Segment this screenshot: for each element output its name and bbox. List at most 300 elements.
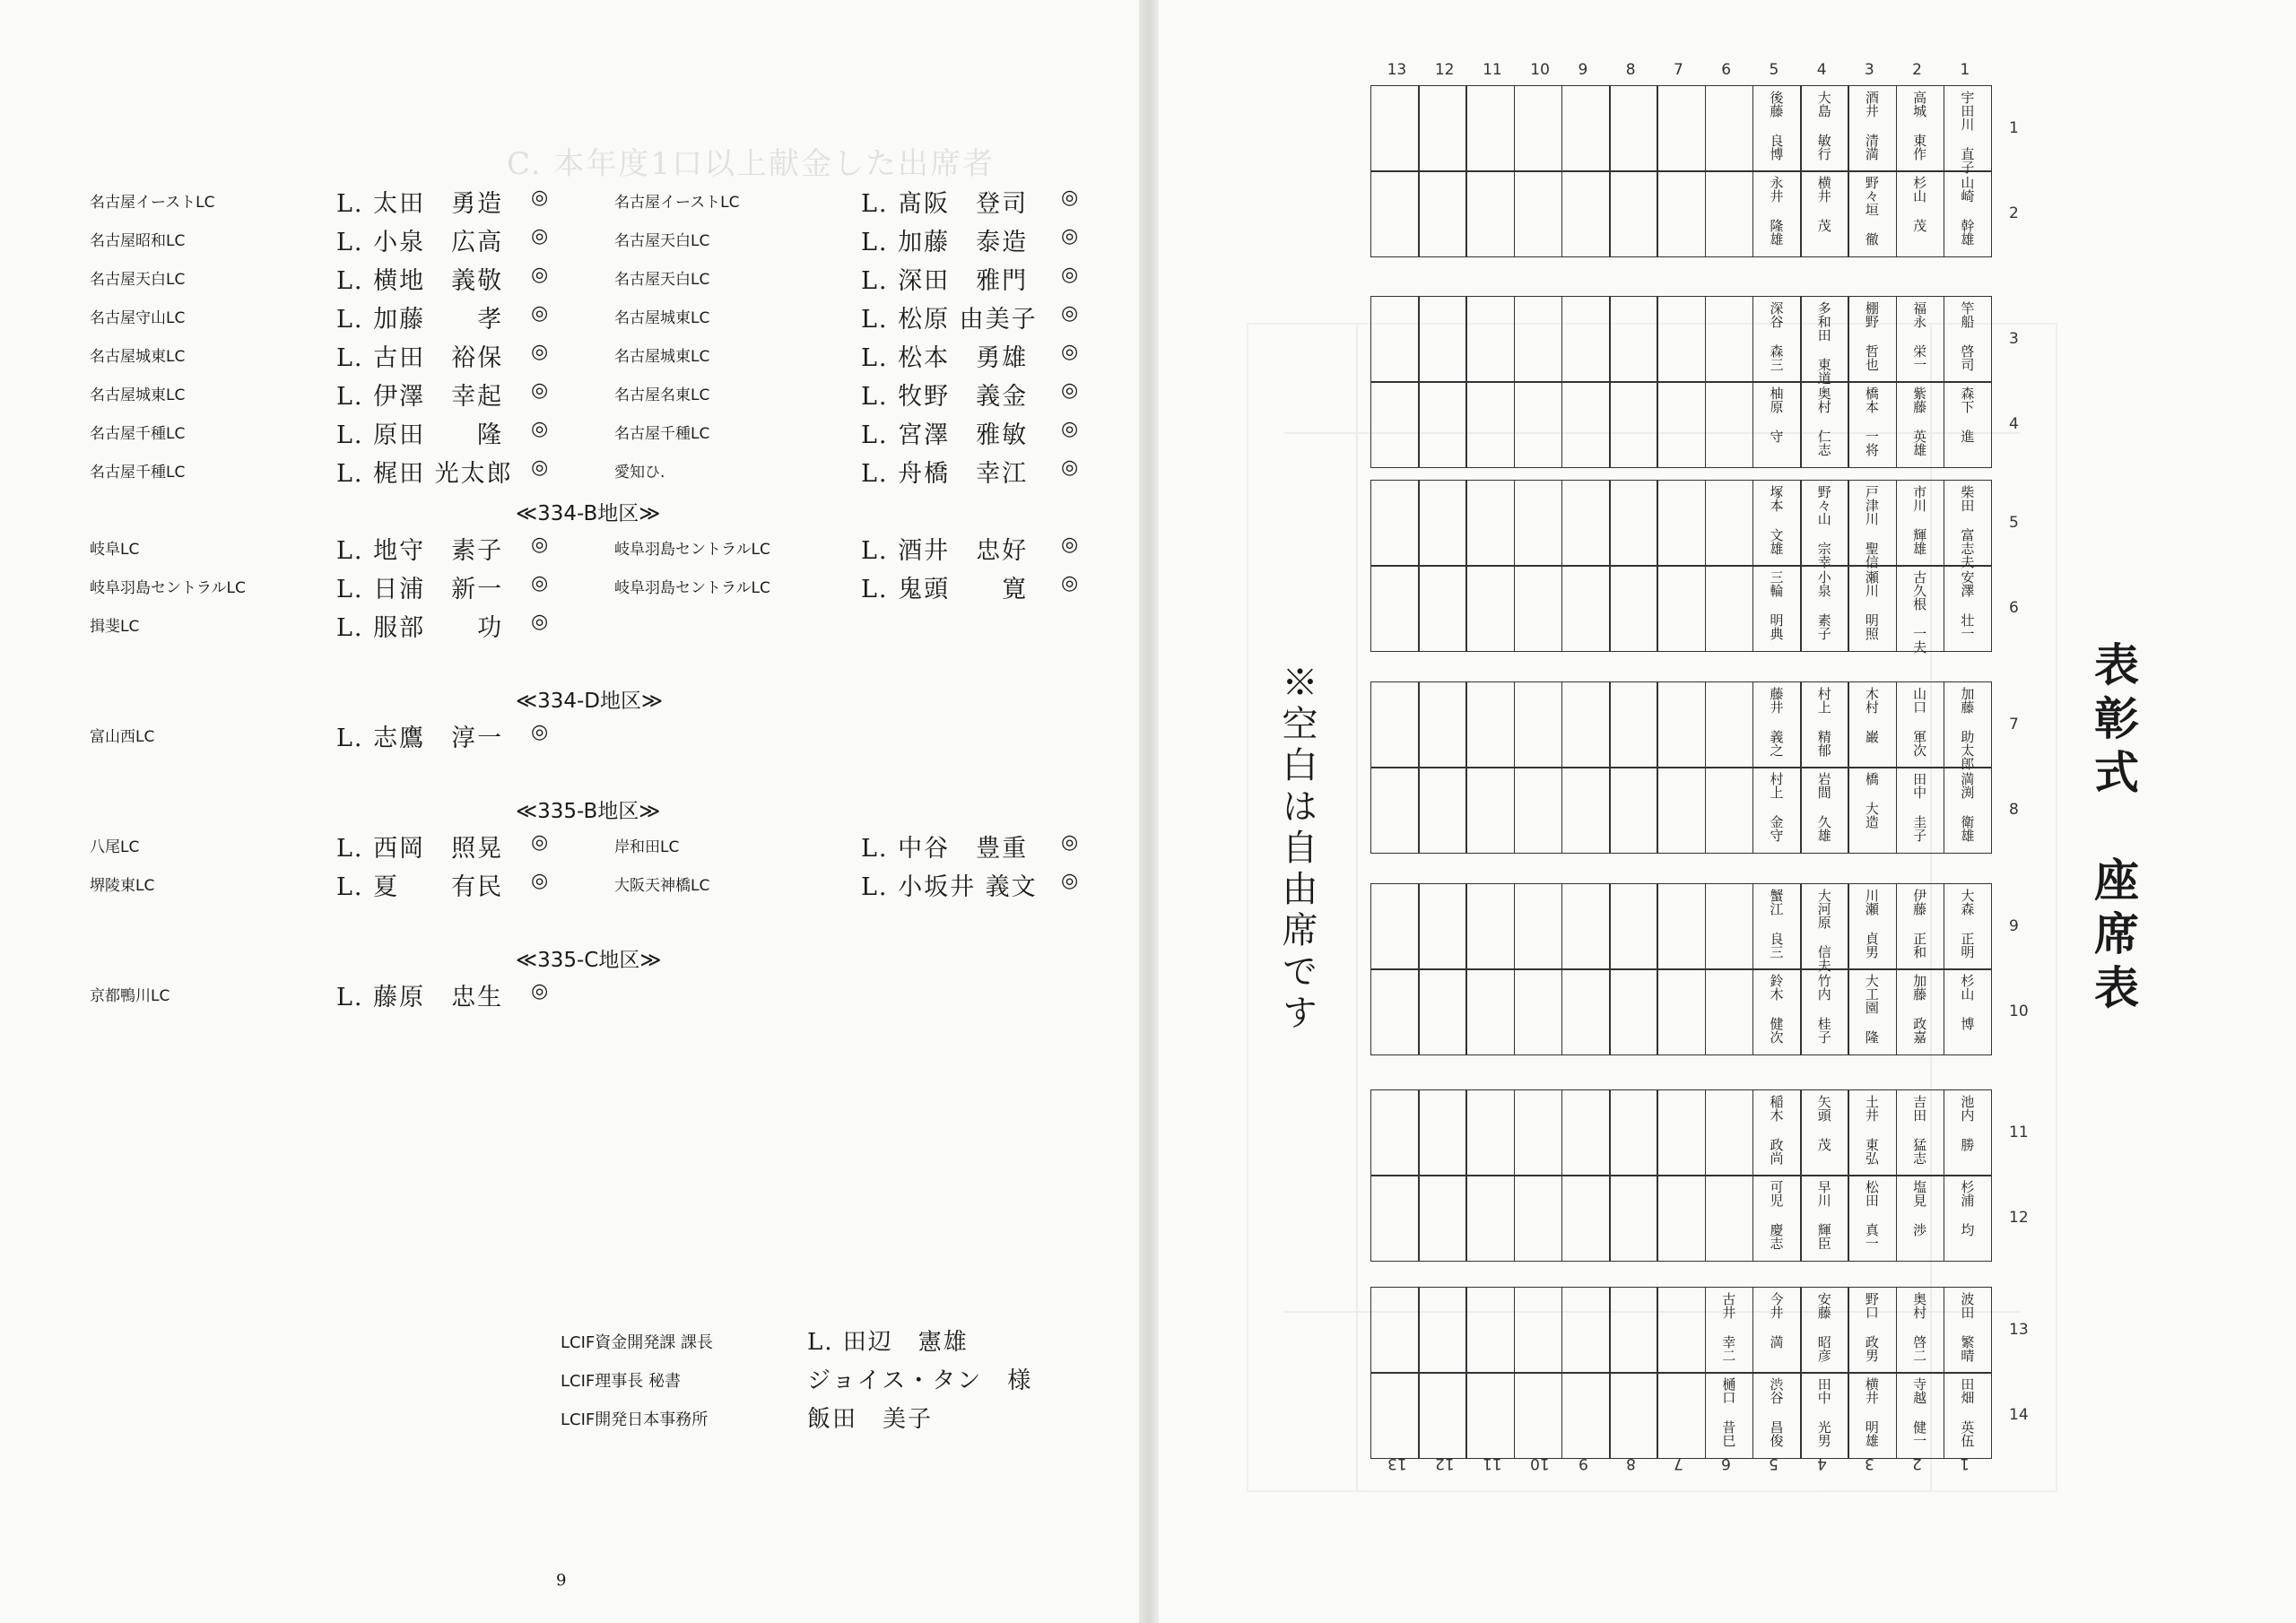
seat-name: 杉浦 均 bbox=[1959, 1180, 1976, 1237]
free-seat-note: ※空白は自由席です bbox=[1276, 664, 1318, 1035]
donation-mark: ◎ bbox=[1061, 379, 1079, 402]
club-name: 名古屋千種LC bbox=[90, 425, 186, 443]
seat-cell bbox=[1465, 681, 1515, 768]
seat-cell bbox=[1705, 85, 1754, 172]
seat-cell bbox=[1609, 480, 1658, 567]
donation-mark: ◎ bbox=[531, 418, 549, 440]
seat-name: 古井 幸二 bbox=[1720, 1292, 1737, 1362]
seat-cell bbox=[1514, 565, 1563, 652]
seat-cell bbox=[1514, 968, 1563, 1055]
staff-name: ジョイス・タン 様 bbox=[807, 1367, 1033, 1394]
seat-cell bbox=[1561, 1175, 1611, 1262]
seat-cell bbox=[1514, 1372, 1563, 1459]
row-number: 10 bbox=[1530, 1454, 1550, 1472]
seat-name: 樋口 昔巳 bbox=[1720, 1377, 1737, 1447]
member-name: L. 中谷 豊重 bbox=[861, 835, 1029, 863]
column-number: 7 bbox=[2009, 715, 2019, 733]
seat-cell bbox=[1514, 170, 1563, 257]
donation-mark: ◎ bbox=[531, 534, 549, 556]
seat-cell bbox=[1370, 565, 1420, 652]
club-name: 名古屋昭和LC bbox=[90, 232, 186, 250]
column-number: 4 bbox=[2009, 414, 2019, 433]
seat-cell bbox=[1609, 1287, 1658, 1374]
seat-name: 橋本 一将 bbox=[1863, 386, 1880, 456]
seat-name: 渋谷 昌俊 bbox=[1768, 1377, 1785, 1447]
row-number: 11 bbox=[1483, 61, 1502, 79]
seat-cell bbox=[1370, 1175, 1420, 1262]
member-name: L. 酒井 忠好 bbox=[861, 537, 1029, 565]
donation-mark: ◎ bbox=[531, 456, 549, 479]
row-number: 5 bbox=[1769, 1454, 1779, 1472]
donation-mark: ◎ bbox=[1061, 572, 1079, 595]
seat-name: 森下 進 bbox=[1959, 386, 1976, 443]
club-name: 堺陵東LC bbox=[90, 877, 155, 895]
member-name: L. 加藤 孝 bbox=[336, 306, 504, 334]
seat-cell bbox=[1370, 1372, 1420, 1459]
seat-name: 宇田川 直子 bbox=[1959, 91, 1976, 174]
staff-role: LCIF理事長 秘書 bbox=[561, 1372, 681, 1391]
seat-name: 加藤 政嘉 bbox=[1911, 974, 1928, 1044]
seat-cell bbox=[1514, 1089, 1563, 1176]
donation-mark: ◎ bbox=[1061, 831, 1079, 854]
row-number: 4 bbox=[1816, 61, 1827, 79]
club-name: 京都鴨川LC bbox=[90, 987, 170, 1005]
row-number: 6 bbox=[1721, 61, 1732, 79]
seat-name: 寺越 健一 bbox=[1911, 1377, 1928, 1447]
column-number: 8 bbox=[2009, 800, 2019, 819]
seat-name: 深谷 森三 bbox=[1768, 301, 1785, 371]
seat-name: 田中 光男 bbox=[1815, 1377, 1832, 1447]
seat-cell bbox=[1465, 767, 1515, 854]
donation-mark: ◎ bbox=[531, 302, 549, 325]
seat-cell bbox=[1514, 480, 1563, 567]
seat-cell bbox=[1705, 883, 1754, 970]
seat-cell bbox=[1465, 1372, 1515, 1459]
club-name: 名古屋イーストLC bbox=[614, 194, 740, 212]
seat-cell bbox=[1561, 1287, 1611, 1374]
seat-cell bbox=[1465, 85, 1515, 172]
club-name: 名古屋天白LC bbox=[614, 271, 710, 289]
row-number: 4 bbox=[1816, 1454, 1827, 1472]
seat-cell bbox=[1561, 480, 1611, 567]
seat-name: 田中 圭子 bbox=[1911, 772, 1928, 842]
seat-cell bbox=[1609, 681, 1658, 768]
row-number: 10 bbox=[1530, 61, 1550, 79]
club-name: 大阪天神橋LC bbox=[614, 877, 710, 895]
seat-cell bbox=[1609, 1175, 1658, 1262]
staff-name: 飯田 美子 bbox=[807, 1406, 934, 1433]
seat-cell bbox=[1609, 883, 1658, 970]
district-heading: ≪335-B地区≫ bbox=[516, 800, 661, 823]
seat-name: 高城 東作 bbox=[1911, 91, 1928, 161]
seat-name: 塩見 渉 bbox=[1911, 1180, 1928, 1237]
seat-cell bbox=[1609, 296, 1658, 383]
member-name: L. 太田 勇造 bbox=[336, 190, 504, 218]
seat-cell bbox=[1657, 883, 1706, 970]
club-name: 岐阜羽島セントラルLC bbox=[614, 541, 770, 559]
member-name: L. 牧野 義金 bbox=[861, 383, 1029, 411]
column-number: 13 bbox=[2009, 1320, 2029, 1339]
seat-cell bbox=[1609, 170, 1658, 257]
seat-name: 藤井 義之 bbox=[1768, 687, 1785, 757]
seat-name: 可児 慶志 bbox=[1768, 1180, 1785, 1250]
seat-cell bbox=[1370, 968, 1420, 1055]
seat-name: 市川 輝雄 bbox=[1911, 485, 1928, 555]
donation-mark: ◎ bbox=[531, 870, 549, 892]
seat-cell bbox=[1370, 767, 1420, 854]
page-number: 9 bbox=[556, 1571, 567, 1590]
club-name: 名古屋守山LC bbox=[90, 309, 186, 327]
seat-cell bbox=[1418, 565, 1467, 652]
seat-cell bbox=[1418, 296, 1467, 383]
donation-mark: ◎ bbox=[1061, 264, 1079, 286]
member-name: L. 地守 素子 bbox=[336, 537, 504, 565]
seat-name: 山崎 幹雄 bbox=[1959, 176, 1976, 246]
seat-name: 吉田 猛志 bbox=[1911, 1095, 1928, 1165]
seat-name: 柚原 守 bbox=[1768, 386, 1785, 443]
seat-cell bbox=[1657, 565, 1706, 652]
binding-gutter bbox=[1139, 0, 1159, 1623]
seat-cell bbox=[1370, 1287, 1420, 1374]
column-number: 2 bbox=[2009, 204, 2019, 222]
seat-cell bbox=[1418, 1089, 1467, 1176]
seat-cell bbox=[1514, 85, 1563, 172]
seat-cell bbox=[1370, 381, 1420, 468]
donation-mark: ◎ bbox=[531, 379, 549, 402]
seat-cell bbox=[1418, 968, 1467, 1055]
seat-cell bbox=[1657, 767, 1706, 854]
seat-name: 木村 巌 bbox=[1863, 687, 1880, 743]
seat-name: 古久根 一夫 bbox=[1911, 570, 1928, 654]
seat-cell bbox=[1561, 85, 1611, 172]
seat-cell bbox=[1561, 565, 1611, 652]
seat-name: 奥村 啓二 bbox=[1911, 1292, 1928, 1362]
row-number: 8 bbox=[1625, 61, 1636, 79]
seat-name: 大島 敏行 bbox=[1815, 91, 1832, 161]
seat-cell bbox=[1705, 480, 1754, 567]
seat-cell bbox=[1465, 1175, 1515, 1262]
seat-cell bbox=[1465, 296, 1515, 383]
seat-name: 竹内 桂子 bbox=[1815, 974, 1832, 1044]
donation-mark: ◎ bbox=[531, 341, 549, 363]
seat-cell bbox=[1705, 767, 1754, 854]
column-number: 3 bbox=[2009, 329, 2019, 348]
seat-cell bbox=[1465, 381, 1515, 468]
seat-name: 瀬川 明照 bbox=[1863, 570, 1880, 640]
donation-mark: ◎ bbox=[1061, 225, 1079, 247]
seat-name: 橋 大造 bbox=[1863, 772, 1880, 829]
row-number: 9 bbox=[1578, 1454, 1588, 1472]
seat-name: 竿船 啓司 bbox=[1959, 301, 1976, 371]
seat-name: 野口 政男 bbox=[1863, 1292, 1880, 1362]
seat-name: 今井 満 bbox=[1768, 1292, 1785, 1349]
seat-cell bbox=[1705, 681, 1754, 768]
club-name: 岸和田LC bbox=[614, 838, 680, 856]
seat-cell bbox=[1418, 767, 1467, 854]
seat-cell bbox=[1418, 480, 1467, 567]
donation-mark: ◎ bbox=[1061, 187, 1079, 209]
seat-name: 柴田 富志夫 bbox=[1959, 485, 1976, 568]
seat-name: 早川 輝臣 bbox=[1815, 1180, 1832, 1250]
seat-name: 三輪 明典 bbox=[1768, 570, 1785, 640]
seat-name: 小泉 素子 bbox=[1815, 570, 1832, 640]
seat-name: 松田 真一 bbox=[1863, 1180, 1880, 1250]
column-number: 14 bbox=[2009, 1405, 2029, 1424]
seat-name: 福永 栄一 bbox=[1911, 301, 1928, 371]
seat-cell bbox=[1657, 1175, 1706, 1262]
member-name: L. 横地 義敬 bbox=[336, 267, 504, 295]
club-name: 岐阜LC bbox=[90, 541, 140, 559]
member-name: L. 加藤 泰造 bbox=[861, 229, 1029, 256]
row-number: 11 bbox=[1483, 1454, 1502, 1472]
seat-cell bbox=[1561, 170, 1611, 257]
seat-name: 川瀬 貞男 bbox=[1863, 889, 1880, 959]
seat-cell bbox=[1705, 565, 1754, 652]
seat-cell bbox=[1657, 480, 1706, 567]
seat-name: 蟹江 良三 bbox=[1768, 889, 1785, 959]
club-name: 愛知ひ. bbox=[614, 464, 665, 482]
seat-cell bbox=[1370, 681, 1420, 768]
member-name: L. 小泉 広高 bbox=[336, 229, 504, 256]
seat-cell bbox=[1705, 968, 1754, 1055]
row-number: 13 bbox=[1387, 61, 1407, 79]
seat-cell bbox=[1561, 883, 1611, 970]
seat-name: 大工園 隆 bbox=[1863, 974, 1880, 1044]
row-number: 7 bbox=[1674, 61, 1683, 79]
member-name: L. 日浦 新一 bbox=[336, 576, 504, 603]
seat-cell bbox=[1657, 85, 1706, 172]
column-number: 6 bbox=[2009, 598, 2019, 617]
donation-mark: ◎ bbox=[1061, 456, 1079, 479]
seat-cell bbox=[1418, 1372, 1467, 1459]
seat-cell bbox=[1609, 565, 1658, 652]
seat-cell bbox=[1705, 1089, 1754, 1176]
member-name: L. 宮澤 雅敏 bbox=[861, 421, 1029, 449]
donation-mark: ◎ bbox=[1061, 870, 1079, 892]
donation-mark: ◎ bbox=[531, 721, 549, 743]
seat-name: 山口 軍次 bbox=[1911, 687, 1928, 757]
member-name: L. 鬼頭 寛 bbox=[861, 576, 1029, 603]
seat-name: 横井 明雄 bbox=[1863, 1377, 1880, 1447]
seat-cell bbox=[1418, 1287, 1467, 1374]
club-name: 名古屋天白LC bbox=[614, 232, 710, 250]
column-number: 12 bbox=[2009, 1208, 2029, 1227]
seat-cell bbox=[1514, 681, 1563, 768]
member-name: L. 原田 隆 bbox=[336, 421, 504, 449]
member-name: L. 松原 由美子 bbox=[861, 306, 1038, 334]
club-name: 八尾LC bbox=[90, 838, 140, 856]
seat-cell bbox=[1657, 1287, 1706, 1374]
row-number: 6 bbox=[1721, 1454, 1732, 1472]
seat-cell bbox=[1370, 883, 1420, 970]
seat-cell bbox=[1657, 1089, 1706, 1176]
seat-name: 池内 勝 bbox=[1959, 1095, 1976, 1151]
seat-cell bbox=[1561, 1089, 1611, 1176]
seat-cell bbox=[1514, 1287, 1563, 1374]
seat-name: 大河原 信夫 bbox=[1815, 889, 1832, 972]
member-name: L. 梶田 光太郎 bbox=[336, 460, 513, 488]
seat-name: 棚野 哲也 bbox=[1863, 301, 1880, 371]
club-name: 名古屋城東LC bbox=[90, 386, 186, 404]
seat-cell bbox=[1465, 1287, 1515, 1374]
member-name: L. 藤原 忠生 bbox=[336, 984, 504, 1011]
column-number: 10 bbox=[2009, 1002, 2029, 1020]
seat-cell bbox=[1609, 85, 1658, 172]
row-number: 5 bbox=[1769, 61, 1779, 79]
seat-name: 横井 茂 bbox=[1815, 176, 1832, 232]
seat-name: 安藤 昭彦 bbox=[1815, 1292, 1832, 1362]
seat-cell bbox=[1465, 170, 1515, 257]
seat-cell bbox=[1418, 381, 1467, 468]
donation-mark: ◎ bbox=[1061, 341, 1079, 363]
donation-mark: ◎ bbox=[531, 225, 549, 247]
donation-mark: ◎ bbox=[531, 187, 549, 209]
seat-cell bbox=[1609, 767, 1658, 854]
seat-name: 伊藤 正和 bbox=[1911, 889, 1928, 959]
staff-name: L. 田辺 憲雄 bbox=[807, 1329, 969, 1356]
seat-name: 田畑 英伍 bbox=[1959, 1377, 1976, 1447]
member-name: L. 深田 雅門 bbox=[861, 267, 1029, 295]
seat-cell bbox=[1657, 170, 1706, 257]
club-name: 名古屋名東LC bbox=[614, 386, 710, 404]
row-number: 1 bbox=[1960, 61, 1970, 79]
donation-mark: ◎ bbox=[531, 611, 549, 633]
page-title: 表彰式 座席表 bbox=[2087, 641, 2140, 1018]
seat-cell bbox=[1561, 296, 1611, 383]
seat-cell bbox=[1609, 968, 1658, 1055]
seat-cell bbox=[1514, 1175, 1563, 1262]
seat-cell bbox=[1465, 968, 1515, 1055]
row-number: 2 bbox=[1912, 61, 1922, 79]
seat-name: 酒井 清満 bbox=[1863, 91, 1880, 161]
seat-cell bbox=[1561, 968, 1611, 1055]
seat-cell bbox=[1561, 1372, 1611, 1459]
district-heading: ≪334-D地区≫ bbox=[516, 690, 664, 713]
seat-name: 野々山 宗幸 bbox=[1815, 485, 1832, 568]
staff-role: LCIF資金開発課 課長 bbox=[561, 1333, 713, 1352]
seat-cell bbox=[1561, 681, 1611, 768]
member-name: L. 西岡 照晃 bbox=[336, 835, 504, 863]
row-number: 12 bbox=[1434, 1454, 1455, 1472]
club-name: 名古屋千種LC bbox=[614, 425, 710, 443]
donation-mark: ◎ bbox=[1061, 534, 1079, 556]
seat-name: 矢頭 茂 bbox=[1815, 1095, 1832, 1151]
seat-cell bbox=[1370, 1089, 1420, 1176]
seat-cell bbox=[1657, 381, 1706, 468]
member-name: L. 舟橋 幸江 bbox=[861, 460, 1029, 488]
donation-mark: ◎ bbox=[1061, 302, 1079, 325]
district-heading: ≪335-C地区≫ bbox=[516, 949, 662, 972]
seat-name: 戸津川 聖信 bbox=[1863, 485, 1880, 568]
seat-name: 野々垣 徹 bbox=[1863, 176, 1880, 246]
row-number: 3 bbox=[1864, 61, 1874, 79]
seat-name: 奥村 仁志 bbox=[1815, 386, 1832, 456]
seat-name: 永井 隆雄 bbox=[1768, 176, 1785, 246]
seat-cell bbox=[1370, 296, 1420, 383]
column-number: 9 bbox=[2009, 916, 2019, 935]
row-number: 9 bbox=[1578, 61, 1588, 79]
seat-name: 後藤 良博 bbox=[1768, 91, 1785, 161]
column-number: 1 bbox=[2009, 118, 2019, 137]
seat-cell bbox=[1465, 883, 1515, 970]
club-name: 名古屋城東LC bbox=[614, 309, 710, 327]
row-number: 8 bbox=[1625, 1454, 1636, 1472]
seat-name: 塚本 文雄 bbox=[1768, 485, 1785, 555]
seat-cell bbox=[1465, 565, 1515, 652]
seat-name: 波田 繁晴 bbox=[1959, 1292, 1976, 1362]
club-name: 富山西LC bbox=[90, 728, 155, 746]
seat-name: 岩間 久雄 bbox=[1815, 772, 1832, 842]
club-name: 揖斐LC bbox=[90, 618, 140, 636]
row-number: 3 bbox=[1864, 1454, 1874, 1472]
seat-cell bbox=[1561, 381, 1611, 468]
row-number: 7 bbox=[1674, 1454, 1683, 1472]
donation-mark: ◎ bbox=[531, 980, 549, 1002]
staff-role: LCIF開発日本事務所 bbox=[561, 1410, 709, 1429]
club-name: 名古屋イーストLC bbox=[90, 194, 215, 212]
seat-name: 満渕 衛雄 bbox=[1959, 772, 1976, 842]
member-name: L. 小坂井 義文 bbox=[861, 873, 1038, 901]
seat-cell bbox=[1418, 681, 1467, 768]
seat-cell bbox=[1514, 296, 1563, 383]
club-name: 名古屋城東LC bbox=[614, 348, 710, 366]
club-name: 岐阜羽島セントラルLC bbox=[90, 579, 246, 597]
seat-name: 杉山 博 bbox=[1959, 974, 1976, 1030]
seat-name: 鈴木 健次 bbox=[1768, 974, 1785, 1044]
row-number: 12 bbox=[1434, 61, 1455, 79]
ghost-heading: C. 本年度1口以上献金した出席者 bbox=[507, 146, 996, 182]
seat-cell bbox=[1514, 767, 1563, 854]
seat-cell bbox=[1370, 480, 1420, 567]
seat-cell bbox=[1370, 85, 1420, 172]
seat-name: 稲木 政尚 bbox=[1768, 1095, 1785, 1165]
seat-cell bbox=[1370, 170, 1420, 257]
seat-name: 紫藤 英雄 bbox=[1911, 386, 1928, 456]
club-name: 名古屋城東LC bbox=[90, 348, 186, 366]
club-name: 岐阜羽島セントラルLC bbox=[614, 579, 770, 597]
seat-cell bbox=[1465, 1089, 1515, 1176]
seat-cell bbox=[1609, 1372, 1658, 1459]
donation-mark: ◎ bbox=[531, 572, 549, 595]
seat-name: 村上 精郁 bbox=[1815, 687, 1832, 757]
seat-cell bbox=[1657, 296, 1706, 383]
seat-cell bbox=[1657, 681, 1706, 768]
seat-cell bbox=[1418, 170, 1467, 257]
seat-name: 加藤 助太郎 bbox=[1959, 687, 1976, 770]
row-number: 1 bbox=[1960, 1454, 1970, 1472]
column-number: 11 bbox=[2009, 1123, 2029, 1141]
seat-cell bbox=[1657, 1372, 1706, 1459]
seat-cell bbox=[1514, 883, 1563, 970]
seat-name: 村上 金守 bbox=[1768, 772, 1785, 842]
seat-name: 杉山 茂 bbox=[1911, 176, 1928, 232]
row-number: 2 bbox=[1912, 1454, 1922, 1472]
seat-cell bbox=[1514, 381, 1563, 468]
seat-name: 多和田 東道 bbox=[1815, 301, 1832, 385]
seat-cell bbox=[1609, 381, 1658, 468]
member-name: L. 志鷹 淳一 bbox=[336, 725, 504, 752]
member-name: L. 髙阪 登司 bbox=[861, 190, 1029, 218]
column-number: 5 bbox=[2009, 513, 2019, 532]
row-number: 13 bbox=[1387, 1454, 1407, 1472]
seat-name: 安澤 壮一 bbox=[1959, 570, 1976, 640]
member-name: L. 伊澤 幸起 bbox=[336, 383, 504, 411]
seat-name: 大森 正明 bbox=[1959, 889, 1976, 959]
seat-cell bbox=[1418, 883, 1467, 970]
district-heading: ≪334-B地区≫ bbox=[516, 502, 661, 525]
seat-name: 土井 東弘 bbox=[1863, 1095, 1880, 1165]
donation-mark: ◎ bbox=[531, 264, 549, 286]
